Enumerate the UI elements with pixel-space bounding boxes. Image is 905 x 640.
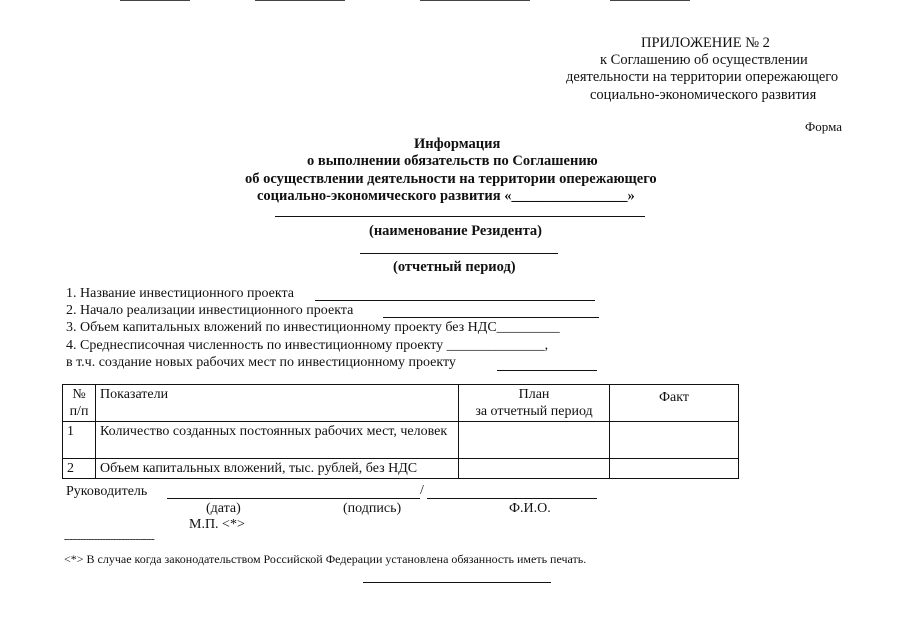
project-start-line[interactable] — [383, 317, 599, 318]
col-header-plan — [459, 385, 610, 422]
row-indicator: Количество созданных постоянных рабочих мест, человек — [96, 422, 459, 459]
title-line-1: Информация — [414, 136, 501, 152]
item-project-name: 1. Название инвестиционного проекта — [66, 286, 294, 301]
table-row — [63, 422, 739, 459]
date-sign-line[interactable] — [167, 498, 420, 499]
footer-rule — [363, 582, 551, 583]
row-fact-cell[interactable] — [610, 459, 739, 479]
scan-edge-mark — [420, 0, 530, 1]
scan-edge-mark — [120, 0, 190, 1]
table-row — [63, 459, 739, 479]
period-caption: (отчетный период) — [393, 259, 516, 275]
date-caption: (дата) — [206, 501, 241, 516]
stamp-placeholder: М.П. <*> — [189, 517, 245, 532]
head-label: Руководитель — [66, 484, 148, 499]
name-line[interactable] — [427, 498, 597, 499]
signature-caption: (подпись) — [343, 501, 402, 516]
form-label: Форма — [805, 119, 842, 134]
title-line-3: об осуществлении деятельности на территории опережающего — [245, 171, 657, 187]
plan-header-line-1: План — [518, 387, 550, 402]
signature-separator: / — [420, 483, 424, 498]
title-line-2: о выполнении обязательств по Соглашению — [307, 153, 598, 169]
item-project-start: 2. Начало реализации инвестиционного проекта — [66, 303, 354, 318]
table-header-row — [63, 385, 739, 422]
scan-edge-mark — [610, 0, 690, 1]
row-num: 1 — [63, 422, 96, 459]
indicators-table — [62, 384, 739, 479]
appendix-line-1: к Соглашению об осуществлении — [600, 52, 808, 68]
col-header-num: № п/п — [63, 385, 96, 422]
appendix-line-3: социально-экономического развития — [590, 87, 817, 103]
col-header-fact: Факт — [610, 385, 739, 422]
appendix-line-2: деятельности на территории опережающего — [566, 69, 839, 85]
row-num: 2 — [63, 459, 96, 479]
item-headcount: 4. Среднесписочная численность по инвестиционному проекту ______________, — [66, 338, 549, 353]
footnote-text: <*> В случае когда законодательством Российской Федерации установлена обязанность иметь печать. — [64, 552, 587, 566]
resident-caption: (наименование Резидента) — [369, 223, 542, 239]
plan-header-line-2: за отчетный период — [475, 404, 593, 419]
item-new-jobs: в т.ч. создание новых рабочих мест по инвестиционному проекту — [66, 355, 456, 370]
footnote-divider: --------------------------------- — [64, 534, 155, 545]
row-fact-cell[interactable] — [610, 422, 739, 459]
col-header-indicator: Показатели — [96, 385, 459, 422]
row-plan-cell[interactable] — [459, 459, 610, 479]
title-line-4: социально-экономического развития «________________» — [257, 188, 635, 204]
project-name-line[interactable] — [315, 300, 595, 301]
period-line[interactable] — [360, 253, 558, 254]
new-jobs-line[interactable] — [497, 370, 597, 371]
name-caption: Ф.И.О. — [509, 501, 551, 516]
resident-name-line[interactable] — [275, 216, 645, 217]
scan-edge-mark — [255, 0, 345, 1]
item-capital-investment: 3. Объем капитальных вложений по инвестиционному проекту без НДС_________ — [66, 320, 560, 335]
row-indicator: Объем капитальных вложений, тыс. рублей, без НДС — [96, 459, 459, 479]
row-plan-cell[interactable] — [459, 422, 610, 459]
appendix-number: ПРИЛОЖЕНИЕ № 2 — [641, 35, 770, 51]
